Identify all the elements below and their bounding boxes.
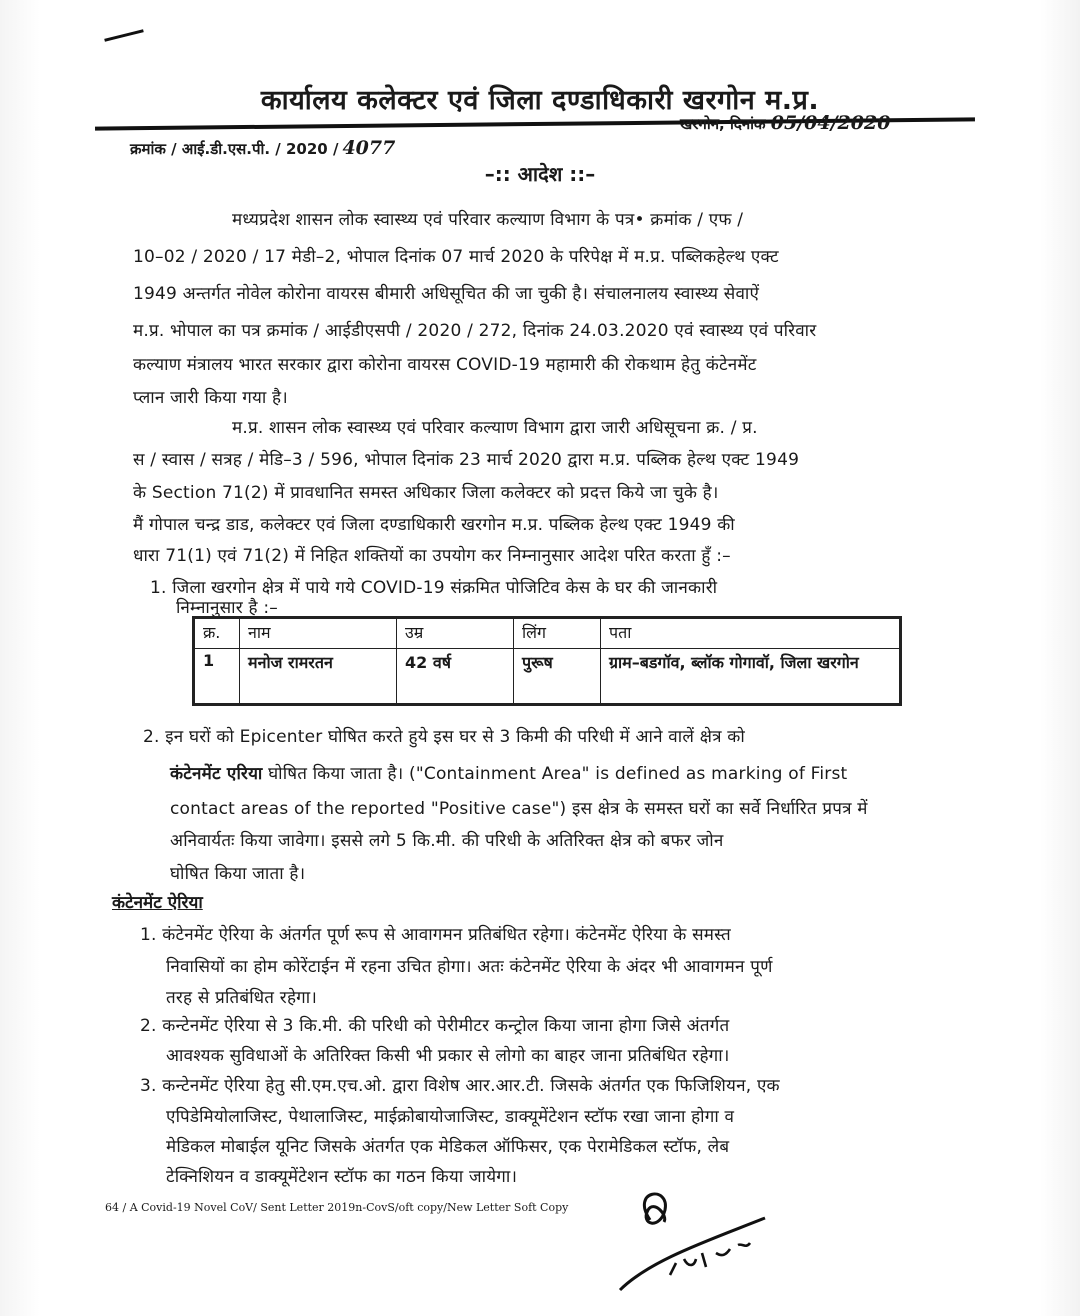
point-1-line: 1. जिला खरगोन क्षेत्र में पाये गये COVID-19 संक्रमित पोजिटिव केस के घर की जानकारी [150,578,718,598]
containment-line: 2. कन्टेनमेंट ऐरिया से 3 कि.मी. की परिधी को पेरीमीटर कन्ट्रोल किया जाना होगा जिसे अंतर्गत [140,1016,730,1036]
reference-label: क्रमांक / आई.डी.एस.पी. / 2020 / [130,140,339,158]
containment-line: एपिडेमियोलाजिस्ट, पेथालाजिस्ट, माईक्रोबायोजाजिस्ट, डाक्यूमेंटेशन स्टॉफ रखा जाना होगा व [166,1107,735,1127]
containment-line: आवश्यक सुविधाओं के अतिरिक्त किसी भी प्रकार से लोगो का बाहर जाना प्रतिबंधित रहेगा। [166,1046,730,1066]
body-line: म.प्र. शासन लोक स्वास्थ्य एवं परिवार कल्याण विभाग द्वारा जारी अधिसूचना क्र. / प्र. [232,418,758,438]
table-cell: पुरूष [514,649,601,704]
table-header-cell: क्र. [195,619,240,649]
table-header-cell: लिंग [514,619,601,649]
handwritten-date: 05/04/2020 [770,112,891,134]
containment-line: तरह से प्रतिबंधित रहेगा। [166,988,317,1008]
body-line: मध्यप्रदेश शासन लोक स्वास्थ्य एवं परिवार कल्याण विभाग के पत्र• क्रमांक / एफ / [232,210,744,230]
point-2-line [170,761,847,784]
point-2-line-rest: घोषित किया जाता है। ("Containment Area" is defined as marking of First [262,764,848,784]
table-header-cell: नाम [240,619,397,649]
body-line: के Section 71(2) में प्रावधानित समस्त अधिकार जिला कलेक्टर को प्रदत्त किये जा चुके है। [133,483,719,503]
pen-mark [104,29,144,42]
file-path-footer: 64 / A Covid-19 Novel CoV/ Sent Letter 2019n-CovS/oft copy/New Letter Soft Copy [105,1201,569,1214]
body-line: प्लान जारी किया गया है। [133,388,288,408]
table-cell: 42 वर्ष [397,649,514,704]
body-line: धारा 71(1) एवं 71(2) में निहित शक्तियों का उपयोग कर निम्नानुसार आदेश परित करता हुँ :– [133,546,731,566]
body-line: 10–02 / 2020 / 17 मेडी–2, भोपाल दिनांक 07 मार्च 2020 के परिपेक्ष में म.प्र. पब्लिकहेल्थ एक्ट [133,247,779,267]
containment-line: निवासियों का होम कोरेंटाईन में रहना उचित होगा। अतः कंटेनमेंट ऐरिया के अंदर भी आवागमन पूर्ण [166,957,773,977]
table-cell: मनोज रामरतन [240,649,397,704]
table-header-row [195,619,900,649]
point-2-line: घोषित किया जाता है। [170,864,306,884]
containment-area-term: कंटेनमेंट एरिया [170,764,263,784]
order-title: –:: आदेश ::– [484,162,596,186]
case-table [192,616,902,706]
place-date [680,112,890,134]
body-line: कल्याण मंत्रालय भारत सरकार द्वारा कोरोना वायरस COVID-19 महामारी की रोकथाम हेतु कंटेनमेंट [133,355,757,375]
point-1-line: निम्नानुसार है :– [176,598,278,618]
point-2-line: 2. इन घरों को Epicenter घोषित करते हुये इस घर से 3 किमी की परिधी में आने वालें क्षेत्र को [143,727,745,747]
table-header-cell: उम्र [397,619,514,649]
body-line: मैं गोपाल चन्द्र डाड, कलेक्टर एवं जिला दण्डाधिकारी खरगोन म.प्र. पब्लिक हेल्थ एक्ट 1949 की [133,515,735,535]
signature [590,1180,790,1300]
office-title: कार्यालय कलेक्टर एवं जिला दण्डाधिकारी खरगोन म.प्र. [260,85,820,116]
containment-line: टेक्निशियन व डाक्यूमेंटेशन स्टॉफ का गठन किया जायेगा। [166,1167,518,1187]
table-row [195,649,900,704]
body-line: म.प्र. भोपाल का पत्र क्रमांक / आईडीएसपी / 2020 / 272, दिनांक 24.03.2020 एवं स्वास्थ्य एवं परिवार [133,321,817,341]
containment-line: मेडिकल मोबाईल यूनिट जिसके अंतर्गत एक मेडिकल ऑफिसर, एक पेरामेडिकल स्टॉफ, लेब [166,1137,730,1157]
body-line: 1949 अन्तर्गत नोवेल कोरोना वायरस बीमारी अधिसूचित की जा चुकी है। संचालनालय स्वास्थ्य सेवाऐं [133,284,760,304]
containment-line: 3. कन्टेनमेंट ऐरिया हेतु सी.एम.एच.ओ. द्वारा विशेष आर.आर.टी. जिसके अंतर्गत एक फिजिशियन, एक [140,1076,780,1096]
place-date-label: खरगोन, दिनांक [680,115,766,133]
containment-heading: कंटेनमेंट ऐरिया [112,893,203,913]
table-cell: ग्राम–बडगॉव, ब्लॉक गोगावॉ, जिला खरगोन [601,649,900,704]
table-cell: 1 [195,649,240,704]
reference-handwritten-number: 4077 [342,137,396,159]
body-line: स / स्वास / सत्रह / मेडि–3 / 596, भोपाल दिनांक 23 मार्च 2020 द्वारा म.प्र. पब्लिक हेल्थ एक्ट 1949 [133,450,800,470]
table-header-cell: पता [601,619,900,649]
containment-line: 1. कंटेनमेंट ऐरिया के अंतर्गत पूर्ण रूप से आवागमन प्रतिबंधित रहेगा। कंटेनमेंट ऐरिया के समस्त [140,925,731,945]
point-2-line: अनिवार्यतः किया जावेगा। इससे लगे 5 कि.मी. की परिधी के अतिरिक्त क्षेत्र को बफर जोन [170,831,724,851]
reference-number [130,137,395,159]
point-2-line: contact areas of the reported "Positive case") इस क्षेत्र के समस्त घरों का सर्वे निर्धारित प्रपत्र में [170,799,868,819]
